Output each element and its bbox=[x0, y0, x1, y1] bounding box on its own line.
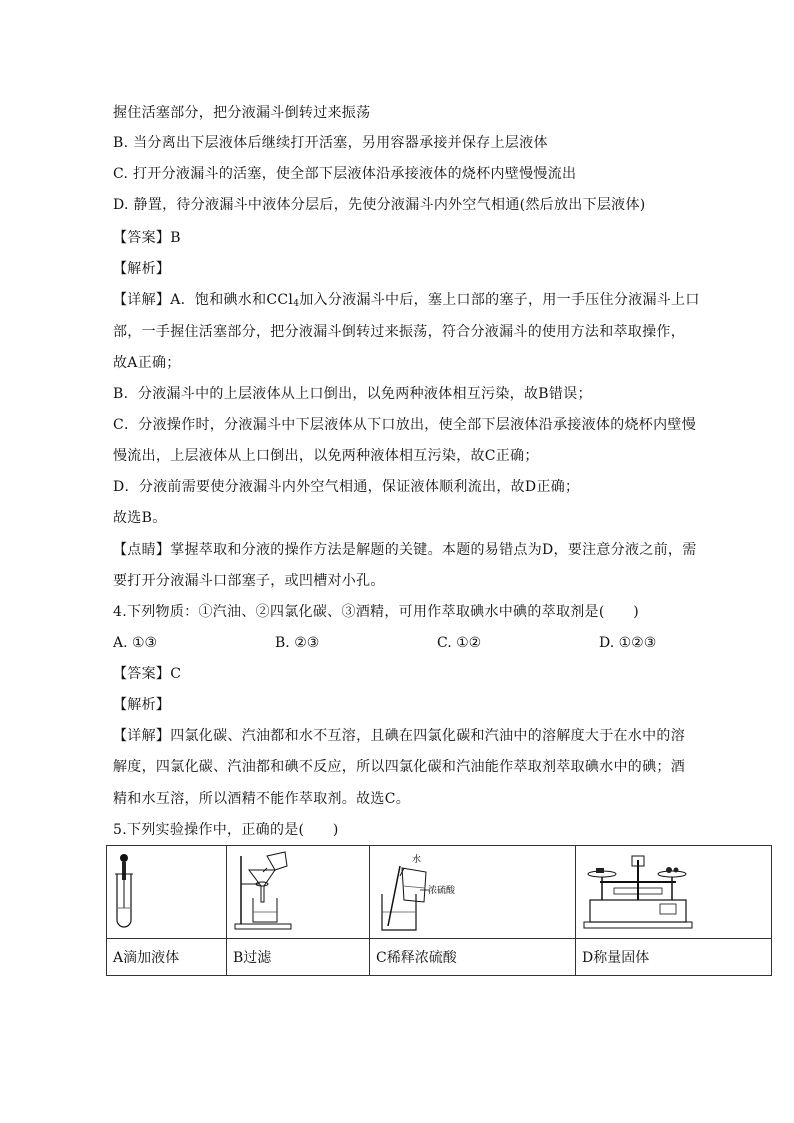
q4-detail-line: 【详解】四氯化碳、汽油都和水不互溶，且碘在四氯化碳和汽油中的溶解度大于在水中的溶 bbox=[113, 728, 685, 744]
figures-row bbox=[107, 846, 772, 939]
note-line: 要打开分液漏斗口部塞子，或凹槽对小孔。 bbox=[113, 573, 385, 589]
note-line: 【点睛】掌握萃取和分液的操作方法是解题的关键。本题的易错点为D，要注意分液之前，需 bbox=[113, 542, 697, 558]
explain-line: 故A正确； bbox=[113, 355, 181, 371]
label-b: B过滤 bbox=[227, 939, 370, 976]
dropper-test-tube-figure bbox=[107, 846, 225, 938]
question-4-stem: 4.下列物质：①汽油、②四氯化碳、③酒精，可用作萃取碘水中碘的萃取剂是( ) bbox=[113, 604, 639, 620]
explain-line: D．分液前需要使分液漏斗内外空气相通，保证液体顺利流出，故D正确； bbox=[113, 479, 580, 495]
acid-label: 浓硫酸 bbox=[428, 886, 456, 896]
q4-detail-line: 解度，四氯化碳、汽油都和碘不反应，所以四氯化碳和汽油能作萃取剂萃取碘水中的碘；酒 bbox=[113, 759, 685, 775]
option-d-line: D. 静置，待分液漏斗中液体分层后，先使分液漏斗内外空气相通(然后放出下层液体) bbox=[113, 197, 646, 213]
explain-line: C．分液操作时，分液漏斗中下层液体从下口放出，使全部下层液体沿承接液体的烧杯内壁慢 bbox=[113, 417, 697, 433]
dilute-acid-figure bbox=[370, 846, 574, 938]
detail-a-suffix: 加入分液漏斗中后，塞上口部的塞子，用一手压住分液漏斗上口 bbox=[299, 292, 700, 308]
text-line: 握住活塞部分，把分液漏斗倒转过来振荡 bbox=[113, 105, 371, 121]
balance-figure bbox=[576, 846, 770, 938]
label-d: D称量固体 bbox=[576, 939, 772, 976]
explain-line: 慢流出，上层液体从上口倒出，以免两种液体相互污染，故C正确； bbox=[113, 448, 539, 464]
detail-a-prefix: 【详解】A．饱和碘水和CCl bbox=[113, 292, 294, 308]
analysis-label: 【解析】 bbox=[113, 261, 171, 277]
q4-answer-label: 【答案】C bbox=[113, 666, 182, 682]
label-c: C稀释浓硫酸 bbox=[370, 939, 576, 976]
figure-c-cell bbox=[370, 846, 576, 939]
question-5-stem: 5.下列实验操作中，正确的是( ) bbox=[113, 822, 339, 838]
q4-option-d: D. ①②③ bbox=[599, 635, 657, 651]
explain-line: 故选B。 bbox=[113, 510, 167, 526]
answer-label: 【答案】B bbox=[113, 230, 181, 246]
figure-a-cell bbox=[107, 846, 227, 939]
question-4-options bbox=[113, 633, 673, 653]
q4-option-c: C. ①② bbox=[437, 635, 482, 651]
detail-line-a bbox=[113, 290, 700, 314]
water-label: 水 bbox=[412, 855, 422, 865]
labels-row bbox=[107, 939, 772, 976]
q4-option-a: A. ①③ bbox=[113, 635, 158, 651]
operations-table bbox=[106, 845, 772, 976]
option-c-line: C. 打开分液漏斗的活塞，使全部下层液体沿承接液体的烧杯内壁慢慢流出 bbox=[113, 166, 577, 182]
label-a: A滴加液体 bbox=[107, 939, 227, 976]
option-b-line: B. 当分离出下层液体后继续打开活塞，另用容器承接并保存上层液体 bbox=[113, 135, 548, 151]
q4-detail-line: 精和水互溶，所以酒精不能作萃取剂。故选C。 bbox=[113, 791, 411, 807]
figure-b-cell bbox=[227, 846, 370, 939]
filtration-figure bbox=[227, 846, 368, 938]
figure-d-cell bbox=[576, 846, 772, 939]
explain-line: 部，一手握住活塞部分，把分液漏斗倒转过来振荡，符合分液漏斗的使用方法和萃取操作， bbox=[113, 324, 685, 340]
q4-option-b: B. ②③ bbox=[275, 635, 320, 651]
q4-analysis-label: 【解析】 bbox=[113, 697, 171, 713]
detail-a-subscript: 4 bbox=[293, 299, 300, 309]
explain-line: B．分液漏斗中的上层液体从上口倒出，以免两种液体相互污染，故B错误； bbox=[113, 386, 592, 402]
